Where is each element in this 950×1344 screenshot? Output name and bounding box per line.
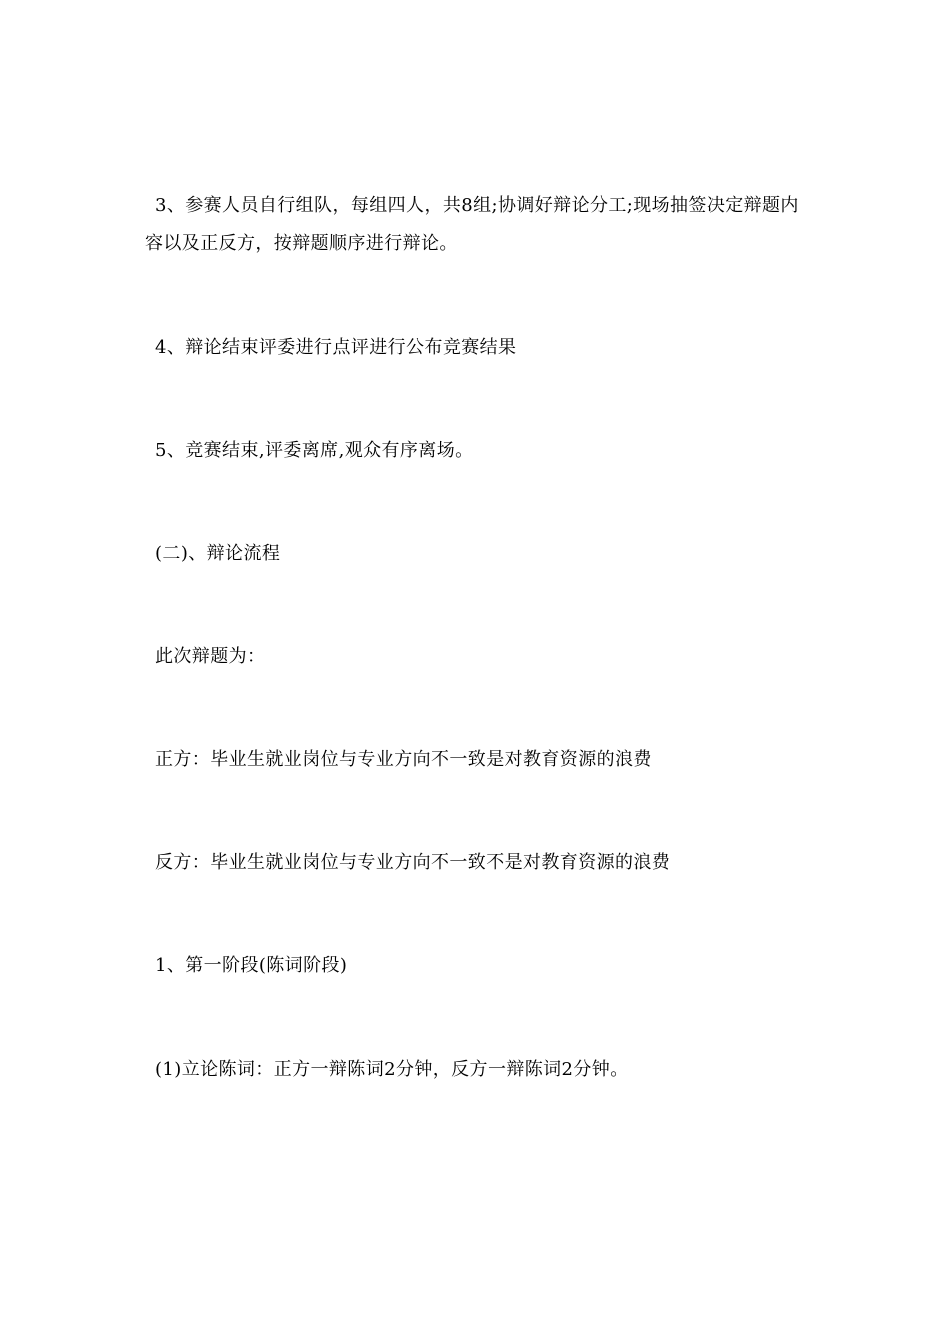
- paragraph-topic-intro: 此次辩题为：: [155, 646, 266, 667]
- paragraph-rules-4: 4、辩论结束评委进行点评进行公布竞赛结果: [155, 337, 517, 358]
- paragraph-negative: 反方：毕业生就业岗位与专业方向不一致不是对教育资源的浪费: [155, 852, 671, 873]
- paragraph-rules-5: 5、竞赛结束,评委离席,观众有序离场。: [155, 440, 474, 461]
- paragraph-rules-3: 3、参赛人员自行组队，每组四人，共8组;协调好辩论分工;现场抽签决定辩题内容以及正反方，按辩题顺序进行辩论。: [145, 195, 799, 254]
- paragraph-stage-1: 1、第一阶段(陈词阶段): [155, 955, 348, 976]
- section-heading-debate-process: (二)、辩论流程: [155, 543, 281, 564]
- paragraph-affirmative: 正方：毕业生就业岗位与专业方向不一致是对教育资源的浪费: [155, 749, 652, 770]
- paragraph-opening-statement: (1)立论陈词：正方一辩陈词2分钟，反方一辩陈词2分钟。: [155, 1059, 629, 1080]
